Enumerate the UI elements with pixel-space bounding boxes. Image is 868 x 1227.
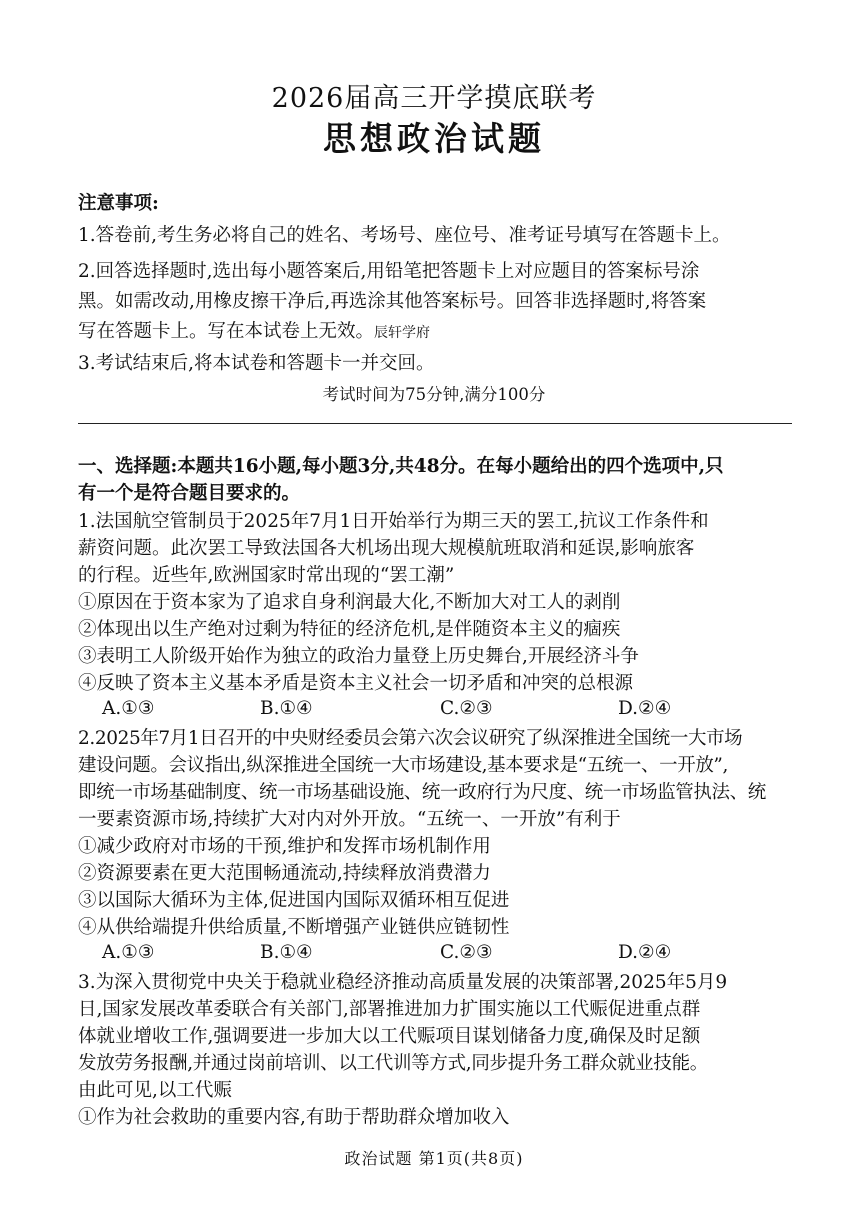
q2-option-a: A.①③ <box>102 942 155 963</box>
notice-item-2-line-2: 黑。如需改动,用橡皮擦干净后,再选涂其他答案标号。回答非选择题时,将答案 <box>78 291 707 312</box>
q2-stem-line-1: 2.2025年7月1日召开的中央财经委员会第六次会议研究了纵深推进全国统一大市场 <box>78 728 743 749</box>
notice-item-1: 1.答卷前,考生务必将自己的姓名、考场号、座位号、准考证号填写在答题卡上。 <box>78 225 731 246</box>
q1-statement-1: ①原因在于资本家为了追求自身利润最大化,不断加大对工人的剥削 <box>78 592 621 613</box>
q1-statement-4: ④反映了资本主义基本矛盾是资本主义社会一切矛盾和冲突的总根源 <box>78 673 634 694</box>
q2-option-d: D.②④ <box>618 942 672 963</box>
page-footer: 政治试题 第1页(共8页) <box>344 1149 524 1168</box>
notice-item-2-line-3: 写在答题卡上。写在本试卷上无效。辰轩学府 <box>78 321 431 342</box>
q1-option-c: C.②③ <box>440 698 493 719</box>
divider-line <box>78 423 792 424</box>
q1-option-a: A.①③ <box>102 698 155 719</box>
watermark-text: 辰轩学府 <box>374 325 431 341</box>
q2-statement-3: ③以国际大循环为主体,促进国内国际双循环相互促进 <box>78 890 510 911</box>
q1-stem-line-3: 的行程。近些年,欧洲国家时常出现的“罢工潮” <box>78 565 455 586</box>
q3-stem-line-3: 体就业增收工作,强调要进一步加大以工代赈项目谋划储备力度,确保及时足额 <box>78 1026 701 1047</box>
q2-statement-2: ②资源要素在更大范围畅通流动,持续释放消费潜力 <box>78 863 491 884</box>
subject-title: 思想政治试题 <box>323 119 545 158</box>
q2-stem-line-4: 一要素资源市场,持续扩大对内对外开放。“五统一、一开放”有利于 <box>78 809 621 830</box>
q3-stem-line-4: 发放劳务报酬,并通过岗前培训、以工代训等方式,同步提升务工群众就业技能。 <box>78 1053 708 1074</box>
exam-title: 2026届高三开学摸底联考 <box>271 83 597 114</box>
q1-option-b: B.①④ <box>260 698 313 719</box>
notice-item-2-line-1: 2.回答选择题时,选出每小题答案后,用铅笔把答题卡上对应题目的答案标号涂 <box>78 261 700 282</box>
section-heading-line-1: 一、选择题:本题共16小题,每小题3分,共48分。在每小题给出的四个选项中,只 <box>78 456 724 477</box>
q3-stem-line-2: 日,国家发展改革委联合有关部门,部署推进加力扩围实施以工代赈促进重点群 <box>78 999 701 1020</box>
q1-stem-line-1: 1.法国航空管制员于2025年7月1日开始举行为期三天的罢工,抗议工作条件和 <box>78 511 709 532</box>
q2-option-c: C.②③ <box>440 942 493 963</box>
q1-option-d: D.②④ <box>618 698 672 719</box>
q3-stem-line-5: 由此可见,以工代赈 <box>78 1080 232 1101</box>
notice-item-3: 3.考试结束后,将本试卷和答题卡一并交回。 <box>78 353 435 374</box>
q3-stem-line-1: 3.为深入贯彻党中央关于稳就业稳经济推动高质量发展的决策部署,2025年5月9 <box>78 972 728 993</box>
notice-heading: 注意事项: <box>78 193 159 214</box>
q2-statement-1: ①减少政府对市场的干预,维护和发挥市场机制作用 <box>78 836 491 857</box>
q2-stem-line-2: 建设问题。会议指出,纵深推进全国统一大市场建设,基本要求是“五统一、一开放”, <box>78 755 728 776</box>
q3-statement-1: ①作为社会救助的重要内容,有助于帮助群众增加收入 <box>78 1107 510 1128</box>
q1-statement-3: ③表明工人阶级开始作为独立的政治力量登上历史舞台,开展经济斗争 <box>78 646 639 667</box>
q1-stem-line-2: 薪资问题。此次罢工导致法国各大机场出现大规模航班取消和延误,影响旅客 <box>78 538 695 559</box>
section-heading-line-2: 有一个是符合题目要求的。 <box>78 483 301 504</box>
q2-stem-line-3: 即统一市场基础制度、统一市场基础设施、统一政府行为尺度、统一市场监管执法、统 <box>78 782 766 803</box>
q1-statement-2: ②体现出以生产绝对过剩为特征的经济危机,是伴随资本主义的痼疾 <box>78 619 621 640</box>
exam-info: 考试时间为75分钟,满分100分 <box>322 385 546 404</box>
q2-statement-4: ④从供给端提升供给质量,不断增强产业链供应链韧性 <box>78 917 510 938</box>
q2-option-b: B.①④ <box>260 942 313 963</box>
